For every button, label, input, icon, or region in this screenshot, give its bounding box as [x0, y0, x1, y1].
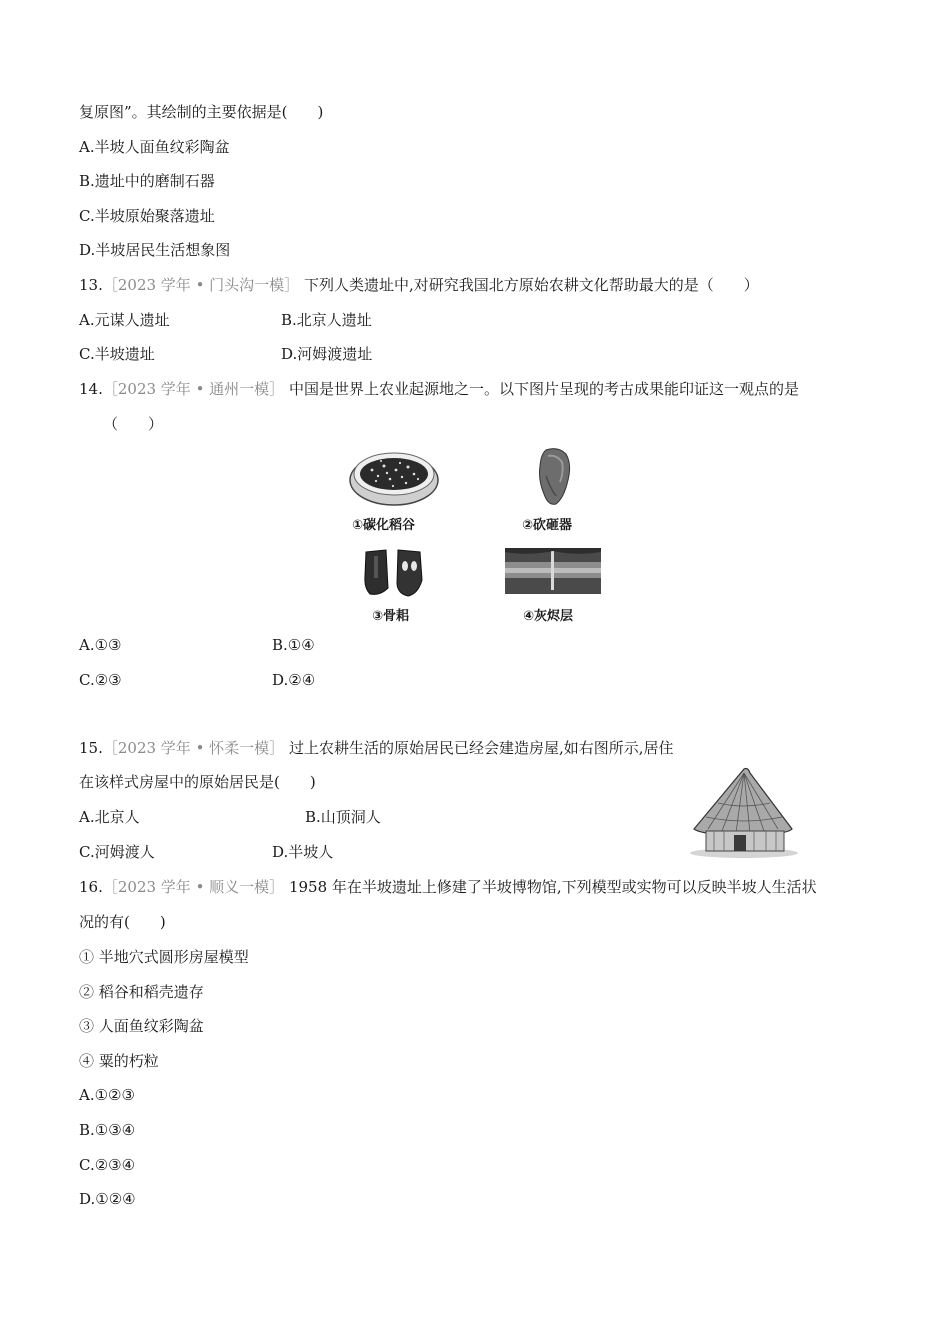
q12-option-b: B.遗址中的磨制石器: [79, 172, 215, 190]
q13-option-a: A.元谋人遗址: [79, 311, 170, 329]
q15-option-b: B.山顶洞人: [305, 808, 381, 826]
q16-option-a: A.①②③: [79, 1086, 135, 1104]
thatched-hut-icon: [688, 765, 800, 859]
q14-number: 14.: [79, 380, 103, 398]
q16-item-1: ① 半地穴式圆形房屋模型: [79, 948, 249, 966]
q13-text: 下列人类遗址中,对研究我国北方原始农耕文化帮助最大的是（ ）: [303, 276, 759, 294]
q14-option-b: B.①④: [272, 636, 315, 654]
q15-option-c: C.河姆渡人: [79, 843, 155, 861]
caption-carbonized-rice: ①碳化稻谷: [352, 518, 416, 533]
q15-text-1: 过上农耕生活的原始居民已经会建造房屋,如右图所示,居住: [288, 739, 674, 757]
carbonized-rice-icon: [348, 446, 440, 508]
caption-chopper-tool: ②砍砸器: [522, 518, 573, 533]
q16-option-c: C.②③④: [79, 1156, 136, 1174]
bone-spade-icon: [360, 548, 426, 598]
q15-stem: [79, 738, 674, 758]
q14-text: 中国是世界上农业起源地之一。以下图片呈现的考古成果能印证这一观点的是: [288, 380, 799, 398]
caption-ash-layer: ④灰烬层: [523, 609, 574, 624]
q15-option-a: A.北京人: [79, 808, 140, 826]
q16-stem: [79, 877, 817, 897]
q16-text-1: 1958 年在半坡遗址上修建了半坡博物馆,下列模型或实物可以反映半坡人生活状: [288, 878, 817, 896]
q15-option-d: D.半坡人: [272, 843, 334, 861]
q16-option-b: B.①③④: [79, 1121, 136, 1139]
q13-number: 13.: [79, 276, 103, 294]
q16-text-2: 况的有( ): [79, 913, 166, 931]
q13-stem: [79, 275, 759, 295]
q16-item-2: ② 稻谷和稻壳遗存: [79, 983, 204, 1001]
q12-option-d: D.半坡居民生活想象图: [79, 241, 231, 259]
q16-number: 16.: [79, 878, 103, 896]
q13-source: ［2023 学年 • 门头沟一模］: [102, 276, 300, 294]
q13-option-c: C.半坡遗址: [79, 345, 155, 363]
q16-source: ［2023 学年 • 顺义一模］: [102, 878, 285, 896]
q14-stem: [79, 379, 799, 399]
q14-option-c: C.②③: [79, 671, 122, 689]
caption-bone-spade: ③骨耜: [372, 609, 410, 624]
q12-option-c: C.半坡原始聚落遗址: [79, 207, 215, 225]
q16-item-4: ④ 粟的朽粒: [79, 1052, 159, 1070]
ash-layer-icon: [505, 548, 601, 594]
q14-answer-bracket: （ ）: [103, 415, 164, 433]
q14-option-d: D.②④: [272, 671, 316, 689]
q15-source: ［2023 学年 • 怀柔一模］: [102, 739, 285, 757]
q12-stem-tail: 复原图”。其绘制的主要依据是( ): [79, 103, 324, 121]
q15-number: 15.: [79, 739, 103, 757]
q13-option-d: D.河姆渡遗址: [281, 345, 373, 363]
q15-text-2: 在该样式房屋中的原始居民是( ): [79, 773, 316, 791]
q12-option-a: A.半坡人面鱼纹彩陶盆: [79, 138, 230, 156]
q16-option-d: D.①②④: [79, 1190, 136, 1208]
q14-source: ［2023 学年 • 通州一模］: [102, 380, 285, 398]
chopper-tool-icon: [532, 446, 576, 508]
q16-item-3: ③ 人面鱼纹彩陶盆: [79, 1017, 204, 1035]
q14-option-a: A.①③: [79, 636, 122, 654]
q13-option-b: B.北京人遗址: [281, 311, 372, 329]
